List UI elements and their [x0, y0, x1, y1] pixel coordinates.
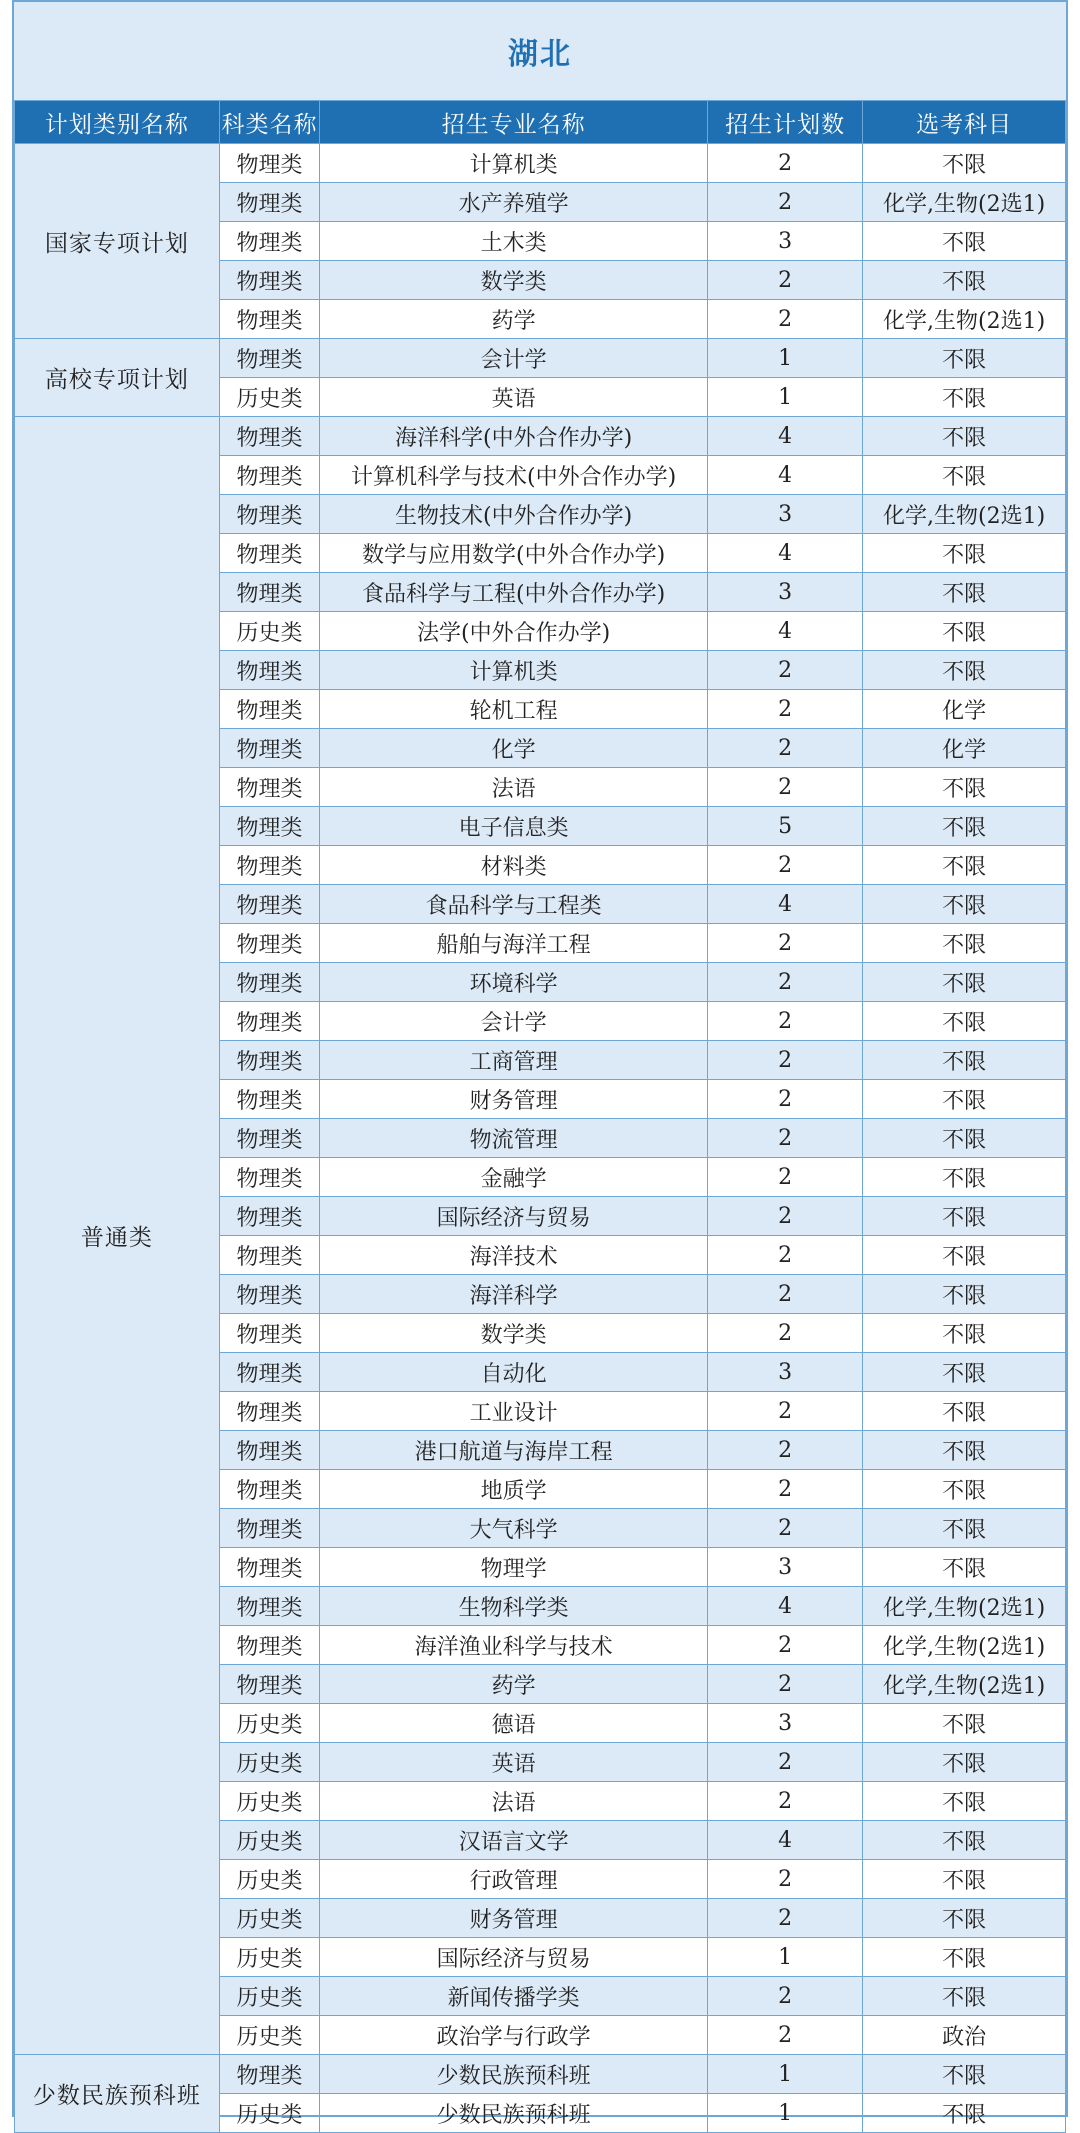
major-cell: 大气科学 [320, 1509, 708, 1548]
count-cell: 2 [708, 768, 863, 807]
elective-cell: 化学,生物(2选1) [863, 495, 1066, 534]
header-row [15, 101, 1066, 144]
elective-cell: 不限 [863, 1977, 1066, 2016]
major-cell: 电子信息类 [320, 807, 708, 846]
count-cell: 3 [708, 1548, 863, 1587]
track-cell: 物理类 [219, 1626, 319, 1665]
count-cell: 2 [708, 1119, 863, 1158]
count-cell: 3 [708, 1704, 863, 1743]
elective-cell: 不限 [863, 1158, 1066, 1197]
count-cell: 4 [708, 456, 863, 495]
elective-cell: 不限 [863, 417, 1066, 456]
track-cell: 历史类 [219, 612, 319, 651]
admission-plan-document [12, 0, 1068, 2128]
count-cell: 2 [708, 1509, 863, 1548]
major-cell: 计算机科学与技术(中外合作办学) [320, 456, 708, 495]
count-cell: 3 [708, 495, 863, 534]
elective-cell: 不限 [863, 1899, 1066, 1938]
elective-cell: 不限 [863, 1821, 1066, 1860]
count-cell: 2 [708, 1899, 863, 1938]
major-cell: 法学(中外合作办学) [320, 612, 708, 651]
track-cell: 历史类 [219, 1743, 319, 1782]
track-cell: 物理类 [219, 1275, 319, 1314]
elective-cell: 不限 [863, 1470, 1066, 1509]
count-cell: 2 [708, 300, 863, 339]
count-cell: 2 [708, 1080, 863, 1119]
count-cell: 2 [708, 963, 863, 1002]
elective-cell: 不限 [863, 885, 1066, 924]
major-cell: 药学 [320, 300, 708, 339]
major-cell: 国际经济与贸易 [320, 1938, 708, 1977]
elective-cell: 不限 [863, 924, 1066, 963]
track-cell: 物理类 [219, 339, 319, 378]
elective-cell: 化学,生物(2选1) [863, 1665, 1066, 1704]
track-cell: 物理类 [219, 1587, 319, 1626]
count-cell: 2 [708, 1158, 863, 1197]
elective-cell: 不限 [863, 261, 1066, 300]
major-cell: 政治学与行政学 [320, 2016, 708, 2055]
count-cell: 2 [708, 1392, 863, 1431]
elective-cell: 不限 [863, 1197, 1066, 1236]
track-cell: 物理类 [219, 768, 319, 807]
track-cell: 物理类 [219, 1665, 319, 1704]
major-cell: 新闻传播学类 [320, 1977, 708, 2016]
count-cell: 1 [708, 1938, 863, 1977]
major-cell: 法语 [320, 1782, 708, 1821]
track-cell: 物理类 [219, 807, 319, 846]
major-cell: 海洋科学(中外合作办学) [320, 417, 708, 456]
track-cell: 历史类 [219, 2094, 319, 2133]
header-plan-count: 招生计划数 [708, 101, 863, 144]
major-cell: 食品科学与工程(中外合作办学) [320, 573, 708, 612]
elective-cell: 化学 [863, 729, 1066, 768]
major-cell: 金融学 [320, 1158, 708, 1197]
count-cell: 2 [708, 1236, 863, 1275]
track-cell: 历史类 [219, 1938, 319, 1977]
count-cell: 4 [708, 417, 863, 456]
count-cell: 3 [708, 222, 863, 261]
major-cell: 数学类 [320, 1314, 708, 1353]
count-cell: 2 [708, 183, 863, 222]
major-cell: 英语 [320, 1743, 708, 1782]
track-cell: 物理类 [219, 885, 319, 924]
elective-cell: 不限 [863, 573, 1066, 612]
plan-category-cell: 普通类 [15, 417, 220, 2055]
count-cell: 2 [708, 1431, 863, 1470]
header-major-name: 招生专业名称 [320, 101, 708, 144]
major-cell: 食品科学与工程类 [320, 885, 708, 924]
count-cell: 2 [708, 1002, 863, 1041]
track-cell: 物理类 [219, 1353, 319, 1392]
track-cell: 物理类 [219, 729, 319, 768]
count-cell: 2 [708, 924, 863, 963]
track-cell: 历史类 [219, 1704, 319, 1743]
track-cell: 历史类 [219, 1899, 319, 1938]
count-cell: 3 [708, 1353, 863, 1392]
elective-cell: 不限 [863, 1431, 1066, 1470]
major-cell: 海洋技术 [320, 1236, 708, 1275]
count-cell: 2 [708, 846, 863, 885]
elective-cell: 不限 [863, 1860, 1066, 1899]
table-row [15, 2055, 1066, 2094]
elective-cell: 不限 [863, 807, 1066, 846]
track-cell: 物理类 [219, 534, 319, 573]
major-cell: 数学类 [320, 261, 708, 300]
count-cell: 2 [708, 1665, 863, 1704]
track-cell: 历史类 [219, 1977, 319, 2016]
track-cell: 物理类 [219, 456, 319, 495]
major-cell: 会计学 [320, 1002, 708, 1041]
elective-cell: 不限 [863, 1509, 1066, 1548]
elective-cell: 不限 [863, 1743, 1066, 1782]
count-cell: 1 [708, 378, 863, 417]
track-cell: 物理类 [219, 1548, 319, 1587]
major-cell: 环境科学 [320, 963, 708, 1002]
track-cell: 物理类 [219, 222, 319, 261]
track-cell: 物理类 [219, 846, 319, 885]
track-cell: 物理类 [219, 1080, 319, 1119]
track-cell: 物理类 [219, 1470, 319, 1509]
major-cell: 药学 [320, 1665, 708, 1704]
elective-cell: 不限 [863, 144, 1066, 183]
track-cell: 历史类 [219, 2016, 319, 2055]
header-subject-track: 科类名称 [219, 101, 319, 144]
track-cell: 物理类 [219, 495, 319, 534]
major-cell: 工业设计 [320, 1392, 708, 1431]
major-cell: 海洋科学 [320, 1275, 708, 1314]
province-title: 湖北 [14, 2, 1066, 100]
major-cell: 行政管理 [320, 1860, 708, 1899]
elective-cell: 不限 [863, 651, 1066, 690]
major-cell: 工商管理 [320, 1041, 708, 1080]
count-cell: 2 [708, 1314, 863, 1353]
elective-cell: 不限 [863, 1275, 1066, 1314]
track-cell: 物理类 [219, 2055, 319, 2094]
major-cell: 化学 [320, 729, 708, 768]
table-row [15, 144, 1066, 183]
count-cell: 4 [708, 885, 863, 924]
major-cell: 少数民族预科班 [320, 2055, 708, 2094]
elective-cell: 不限 [863, 1041, 1066, 1080]
table-row [15, 417, 1066, 456]
elective-cell: 不限 [863, 339, 1066, 378]
track-cell: 物理类 [219, 1158, 319, 1197]
track-cell: 物理类 [219, 1392, 319, 1431]
track-cell: 物理类 [219, 963, 319, 1002]
count-cell: 2 [708, 1977, 863, 2016]
major-cell: 港口航道与海岸工程 [320, 1431, 708, 1470]
count-cell: 4 [708, 1821, 863, 1860]
elective-cell: 不限 [863, 378, 1066, 417]
track-cell: 物理类 [219, 1041, 319, 1080]
count-cell: 2 [708, 2016, 863, 2055]
track-cell: 物理类 [219, 1236, 319, 1275]
track-cell: 历史类 [219, 378, 319, 417]
count-cell: 1 [708, 2094, 863, 2133]
track-cell: 历史类 [219, 1821, 319, 1860]
count-cell: 2 [708, 1860, 863, 1899]
elective-cell: 不限 [863, 1002, 1066, 1041]
elective-cell: 化学,生物(2选1) [863, 183, 1066, 222]
major-cell: 财务管理 [320, 1080, 708, 1119]
major-cell: 物流管理 [320, 1119, 708, 1158]
major-cell: 国际经济与贸易 [320, 1197, 708, 1236]
elective-cell: 化学 [863, 690, 1066, 729]
track-cell: 物理类 [219, 183, 319, 222]
elective-cell: 不限 [863, 1080, 1066, 1119]
elective-cell: 不限 [863, 846, 1066, 885]
elective-cell: 不限 [863, 1782, 1066, 1821]
major-cell: 少数民族预科班 [320, 2094, 708, 2133]
count-cell: 4 [708, 1587, 863, 1626]
count-cell: 2 [708, 729, 863, 768]
table-body [15, 144, 1066, 2133]
count-cell: 2 [708, 1275, 863, 1314]
elective-cell: 不限 [863, 222, 1066, 261]
major-cell: 会计学 [320, 339, 708, 378]
table-row [15, 339, 1066, 378]
count-cell: 2 [708, 1197, 863, 1236]
major-cell: 财务管理 [320, 1899, 708, 1938]
track-cell: 物理类 [219, 690, 319, 729]
elective-cell: 不限 [863, 1392, 1066, 1431]
track-cell: 物理类 [219, 1002, 319, 1041]
elective-cell: 不限 [863, 1938, 1066, 1977]
count-cell: 2 [708, 651, 863, 690]
count-cell: 1 [708, 2055, 863, 2094]
count-cell: 3 [708, 573, 863, 612]
track-cell: 物理类 [219, 1314, 319, 1353]
major-cell: 英语 [320, 378, 708, 417]
elective-cell: 化学,生物(2选1) [863, 1626, 1066, 1665]
count-cell: 5 [708, 807, 863, 846]
major-cell: 汉语言文学 [320, 1821, 708, 1860]
elective-cell: 不限 [863, 963, 1066, 1002]
major-cell: 德语 [320, 1704, 708, 1743]
elective-cell: 化学,生物(2选1) [863, 300, 1066, 339]
major-cell: 水产养殖学 [320, 183, 708, 222]
elective-cell: 政治 [863, 2016, 1066, 2055]
elective-cell: 不限 [863, 1314, 1066, 1353]
track-cell: 物理类 [219, 261, 319, 300]
major-cell: 地质学 [320, 1470, 708, 1509]
count-cell: 2 [708, 1626, 863, 1665]
elective-cell: 不限 [863, 1236, 1066, 1275]
count-cell: 2 [708, 144, 863, 183]
elective-cell: 不限 [863, 768, 1066, 807]
major-cell: 数学与应用数学(中外合作办学) [320, 534, 708, 573]
track-cell: 物理类 [219, 924, 319, 963]
elective-cell: 不限 [863, 534, 1066, 573]
count-cell: 4 [708, 612, 863, 651]
elective-cell: 不限 [863, 1548, 1066, 1587]
major-cell: 生物技术(中外合作办学) [320, 495, 708, 534]
major-cell: 海洋渔业科学与技术 [320, 1626, 708, 1665]
track-cell: 历史类 [219, 1860, 319, 1899]
count-cell: 2 [708, 1782, 863, 1821]
elective-cell: 不限 [863, 1353, 1066, 1392]
header-elective-subjects: 选考科目 [863, 101, 1066, 144]
major-cell: 生物科学类 [320, 1587, 708, 1626]
elective-cell: 不限 [863, 612, 1066, 651]
elective-cell: 不限 [863, 1704, 1066, 1743]
major-cell: 轮机工程 [320, 690, 708, 729]
major-cell: 土木类 [320, 222, 708, 261]
header-plan-category: 计划类别名称 [15, 101, 220, 144]
track-cell: 物理类 [219, 573, 319, 612]
count-cell: 2 [708, 1470, 863, 1509]
elective-cell: 化学,生物(2选1) [863, 1587, 1066, 1626]
track-cell: 物理类 [219, 1119, 319, 1158]
track-cell: 物理类 [219, 1431, 319, 1470]
track-cell: 物理类 [219, 1509, 319, 1548]
count-cell: 2 [708, 1041, 863, 1080]
major-cell: 材料类 [320, 846, 708, 885]
count-cell: 4 [708, 534, 863, 573]
track-cell: 物理类 [219, 651, 319, 690]
major-cell: 计算机类 [320, 144, 708, 183]
plan-category-cell: 国家专项计划 [15, 144, 220, 339]
major-cell: 物理学 [320, 1548, 708, 1587]
major-cell: 船舶与海洋工程 [320, 924, 708, 963]
track-cell: 物理类 [219, 417, 319, 456]
count-cell: 2 [708, 690, 863, 729]
count-cell: 1 [708, 339, 863, 378]
plan-category-cell: 少数民族预科班 [15, 2055, 220, 2133]
major-cell: 自动化 [320, 1353, 708, 1392]
count-cell: 2 [708, 261, 863, 300]
track-cell: 物理类 [219, 300, 319, 339]
elective-cell: 不限 [863, 2094, 1066, 2133]
admission-plan-table [14, 100, 1066, 2133]
count-cell: 2 [708, 1743, 863, 1782]
track-cell: 物理类 [219, 1197, 319, 1236]
elective-cell: 不限 [863, 1119, 1066, 1158]
plan-category-cell: 高校专项计划 [15, 339, 220, 417]
track-cell: 物理类 [219, 144, 319, 183]
major-cell: 计算机类 [320, 651, 708, 690]
major-cell: 法语 [320, 768, 708, 807]
elective-cell: 不限 [863, 2055, 1066, 2094]
track-cell: 历史类 [219, 1782, 319, 1821]
elective-cell: 不限 [863, 456, 1066, 495]
